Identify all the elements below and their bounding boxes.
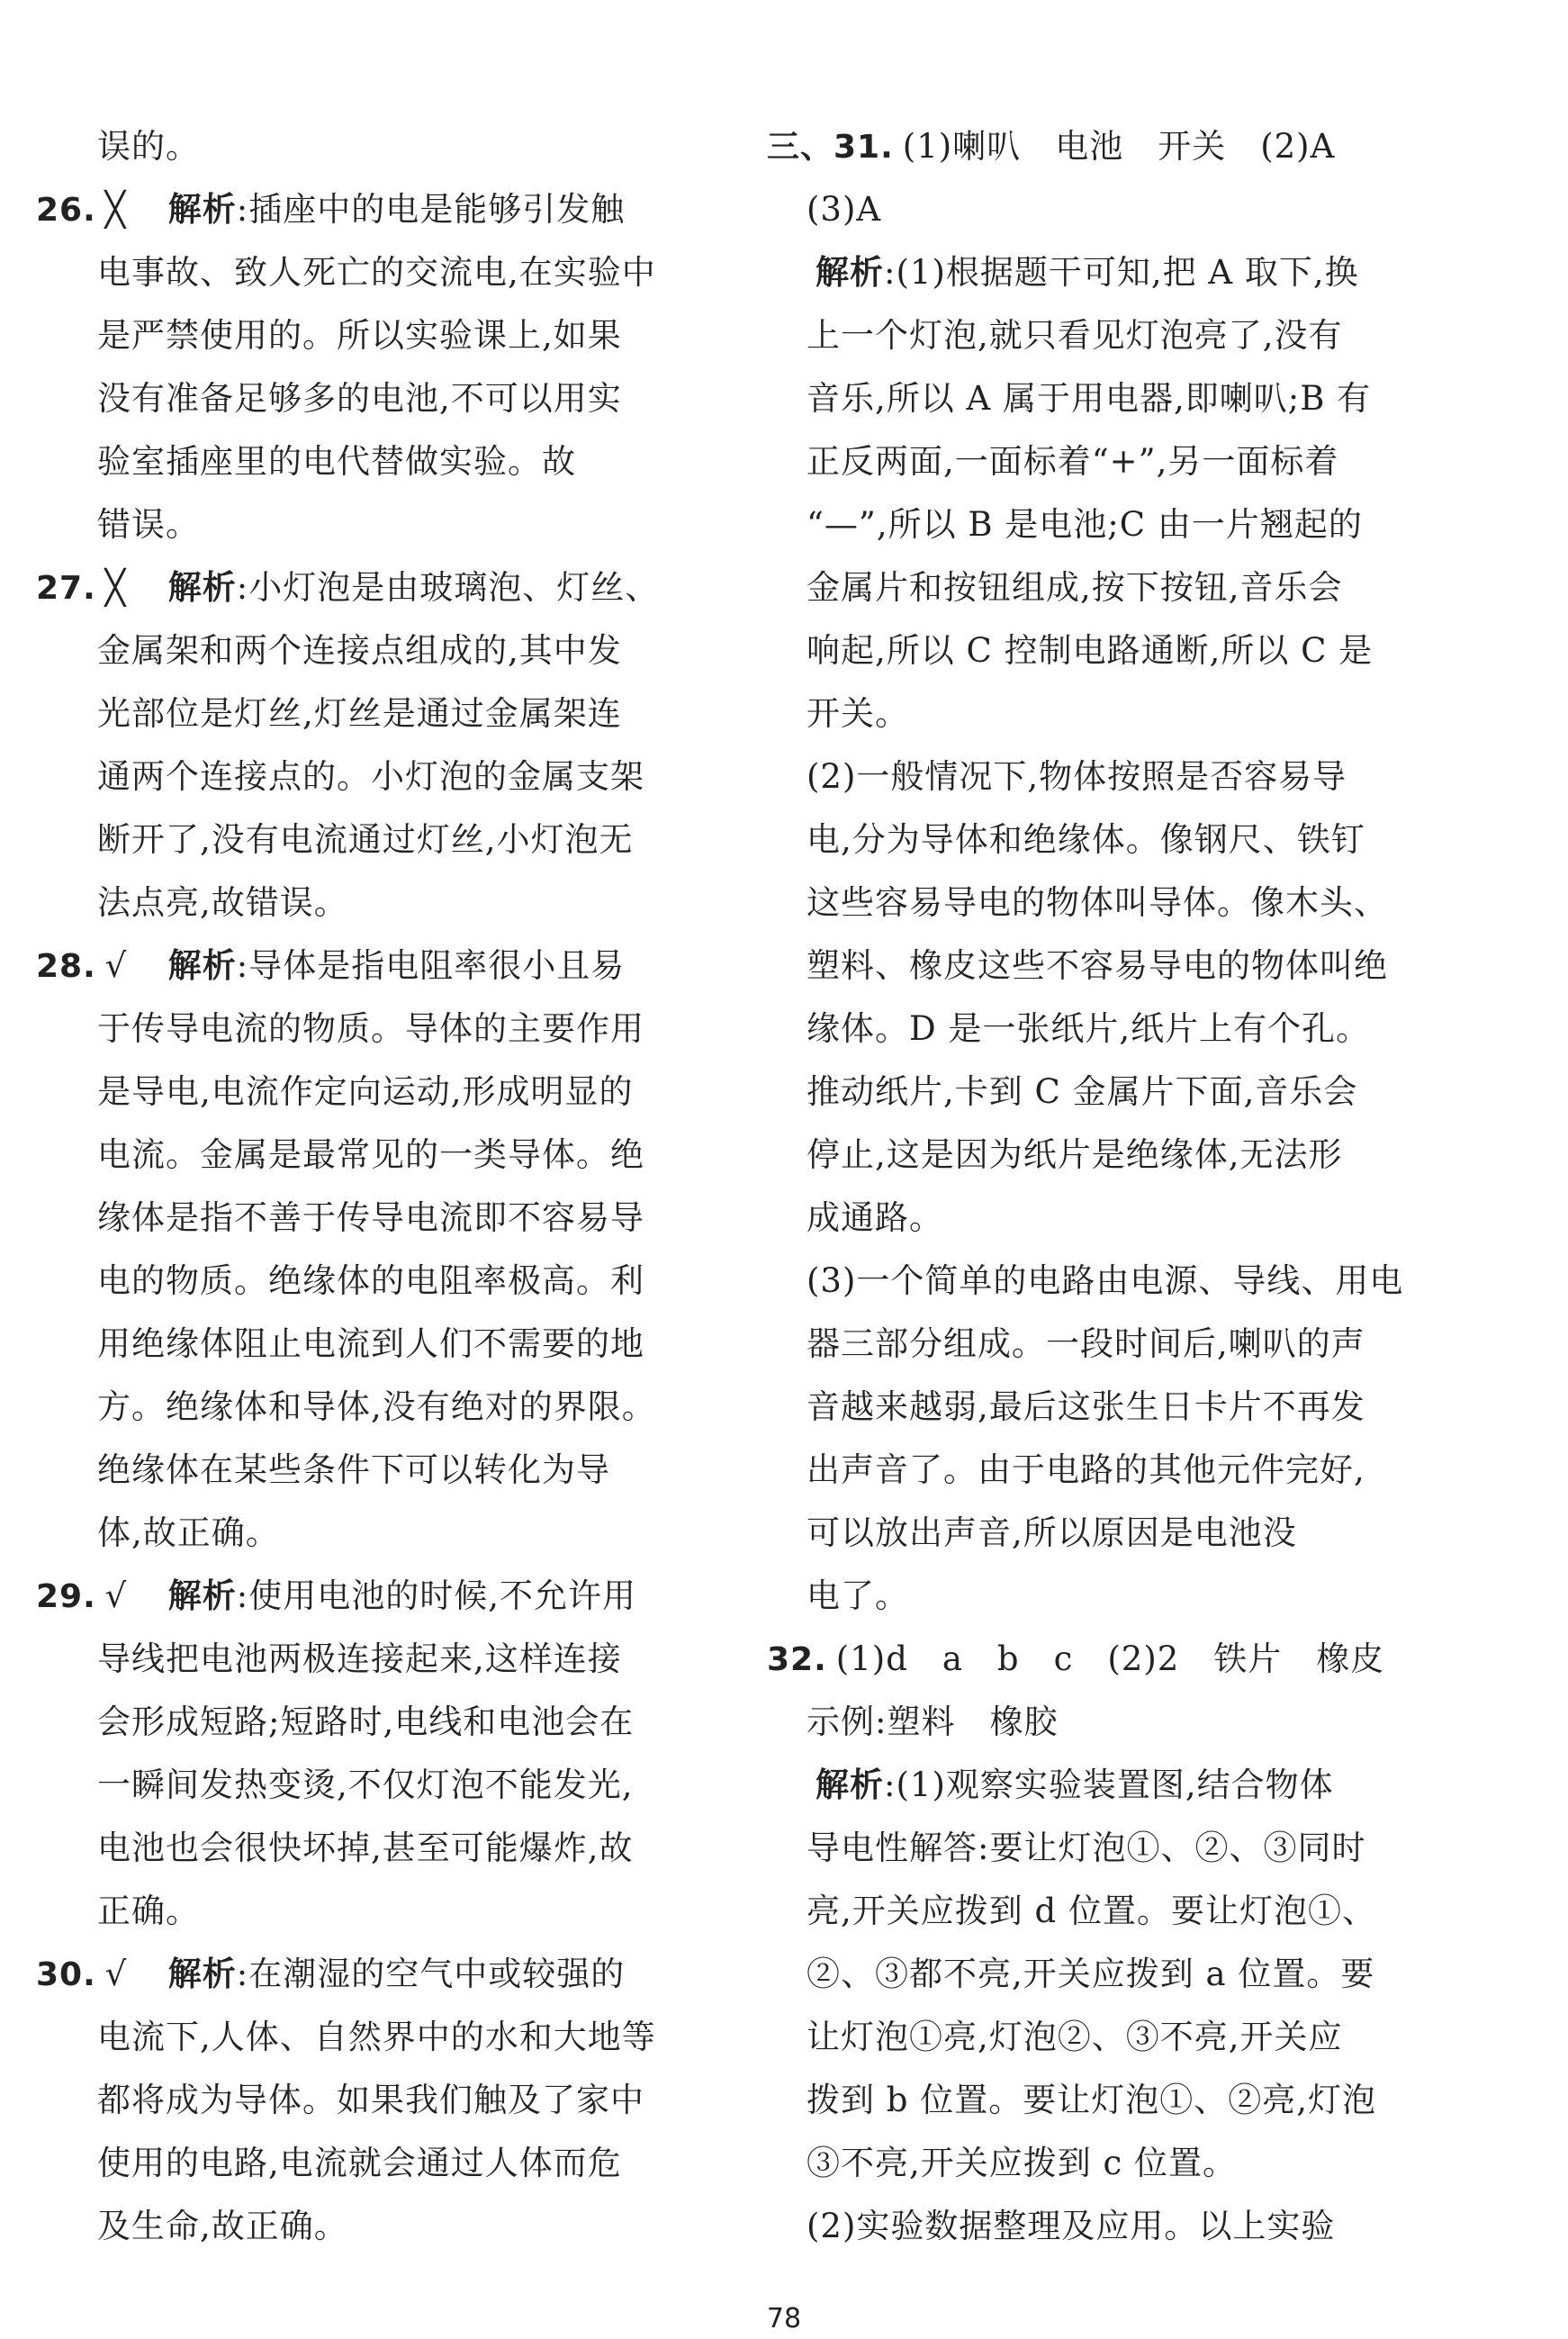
- analysis-label: 解析: [167, 1576, 237, 1615]
- analysis-line: 可以放出声音,所以原因是电池没: [807, 1513, 1297, 1552]
- analysis-line: 电的物质。绝缘体的电阻率极高。利: [97, 1261, 644, 1300]
- question-number: 27.: [36, 570, 96, 607]
- analysis-line: 用绝缘体阻止电流到人们不需要的地: [97, 1324, 644, 1363]
- question-head: [36, 1565, 727, 1628]
- analysis-line: 让灯泡①亮,灯泡②、③不亮,开关应: [807, 2018, 1343, 2056]
- analysis-line: 导电性解答:要让灯泡①、②、③同时: [807, 1829, 1366, 1867]
- analysis-text: :小灯泡是由玻璃泡、灯丝、: [236, 568, 660, 607]
- analysis-text: :在潮湿的空气中或较强的: [236, 1955, 626, 1993]
- analysis-head: [767, 1754, 1451, 1817]
- question-number: 29.: [36, 1578, 96, 1615]
- analysis-line: 会形成短路;短路时,电线和电池会在: [97, 1702, 635, 1741]
- analysis-line: 器三部分组成。一段时间后,喇叭的声: [807, 1324, 1365, 1363]
- answer-line: [767, 178, 1451, 241]
- question-head: [767, 1628, 1451, 1691]
- analysis-line: 上一个灯泡,就只看见灯泡亮了,没有: [807, 316, 1343, 355]
- answer-text: (1)d a b c (2)2 铁片 橡皮: [835, 1639, 1385, 1678]
- analysis-line: 一瞬间发热变烫,不仅灯泡不能发光,: [97, 1766, 634, 1804]
- analysis-line: 及生命,故正确。: [97, 2207, 348, 2245]
- question-head: [36, 935, 727, 998]
- judgement-mark: √: [104, 1955, 128, 1993]
- question-head: [36, 1943, 727, 2006]
- analysis-label: 解析: [167, 190, 237, 229]
- analysis-line: 绝缘体在某些条件下可以转化为导: [97, 1450, 610, 1489]
- question-number: 三、31.: [767, 129, 894, 166]
- analysis-line: 电流。金属是最常见的一类导体。绝: [97, 1135, 644, 1174]
- analysis-line: 电池也会很快坏掉,甚至可能爆炸,故: [97, 1829, 634, 1867]
- analysis-line: 法点亮,故错误。: [97, 883, 348, 922]
- analysis-line: 响起,所以 C 控制电路通断,所以 C 是: [807, 631, 1374, 670]
- analysis-line: 推动纸片,卡到 C 金属片下面,音乐会: [807, 1072, 1358, 1111]
- analysis-line: 是导电,电流作定向运动,形成明显的: [97, 1072, 634, 1111]
- question-number: 28.: [36, 948, 96, 985]
- analysis-line: ③不亮,开关应拨到 c 位置。: [807, 2144, 1238, 2182]
- analysis-line: 正确。: [97, 1892, 200, 1930]
- question-head: [36, 556, 727, 619]
- analysis-text: :(1)根据题干可知,把 A 取下,换: [884, 253, 1359, 292]
- analysis-line: 体,故正确。: [97, 1513, 280, 1552]
- analysis-line: 电了。: [807, 1576, 909, 1615]
- analysis-line: 电流下,人体、自然界中的水和大地等: [97, 2018, 656, 2056]
- analysis-line: 金属架和两个连接点组成的,其中发: [97, 631, 622, 670]
- analysis-head: [767, 241, 1451, 304]
- continued-text: 误的。: [97, 127, 200, 166]
- analysis-label: 解析: [167, 1955, 237, 1993]
- right-column: [767, 115, 1451, 2258]
- analysis-line: 都将成为导体。如果我们触及了家中: [97, 2081, 644, 2119]
- answer-text: (1)喇叭 电池 开关 (2)A: [902, 127, 1336, 166]
- analysis-line: 塑料、橡皮这些不容易导电的物体叫绝: [807, 946, 1388, 985]
- analysis-text: :使用电池的时候,不允许用: [236, 1576, 637, 1615]
- question-head: [36, 178, 727, 241]
- analysis-line: 开关。: [807, 694, 909, 733]
- analysis-line: 验室插座里的电代替做实验。故: [97, 442, 576, 481]
- analysis-line: 正反两面,一面标着“+”,另一面标着: [807, 442, 1339, 481]
- judgement-mark: ╳: [104, 568, 127, 607]
- analysis-line: (2)实验数据整理及应用。以上实验: [807, 2207, 1336, 2245]
- judgement-mark: √: [104, 1576, 128, 1615]
- analysis-line: ②、③都不亮,开关应拨到 a 位置。要: [807, 1955, 1375, 1993]
- question-number: 30.: [36, 1956, 96, 1993]
- question-number: 26.: [36, 192, 96, 229]
- analysis-line: 导线把电池两极连接起来,这样连接: [97, 1639, 622, 1678]
- answer-line: [767, 1691, 1451, 1754]
- analysis-line: 于传导电流的物质。导体的主要作用: [97, 1009, 644, 1048]
- analysis-line: 缘体。D 是一张纸片,纸片上有个孔。: [807, 1009, 1371, 1048]
- left-column: [36, 115, 727, 2258]
- analysis-line: 这些容易导电的物体叫导体。像木头、: [807, 883, 1388, 922]
- analysis-line: 通两个连接点的。小灯泡的金属支架: [97, 757, 644, 796]
- judgement-mark: √: [104, 946, 128, 985]
- question-head: [767, 115, 1451, 178]
- analysis-label: 解析: [816, 1766, 884, 1804]
- analysis-line: 没有准备足够多的电池,不可以用实: [97, 379, 622, 418]
- analysis-label: 解析: [167, 946, 237, 985]
- analysis-line: 停止,这是因为纸片是绝缘体,无法形: [807, 1135, 1343, 1174]
- analysis-line: 错误。: [97, 505, 200, 544]
- analysis-text: :导体是指电阻率很小且易: [236, 946, 626, 985]
- analysis-label: 解析: [167, 568, 237, 607]
- analysis-line: “—”,所以 B 是电池;C 由一片翘起的: [807, 505, 1363, 544]
- analysis-line: 使用的电路,电流就会通过人体而危: [97, 2144, 622, 2182]
- analysis-line: 成通路。: [807, 1198, 943, 1237]
- analysis-text: :插座中的电是能够引发触: [236, 190, 626, 229]
- analysis-line: 音越来越弱,最后这张生日卡片不再发: [807, 1387, 1365, 1426]
- analysis-line: (2)一般情况下,物体按照是否容易导: [807, 757, 1347, 796]
- judgement-mark: ╳: [104, 190, 127, 229]
- answer-text: 示例:塑料 橡胶: [807, 1702, 1059, 1741]
- analysis-label: 解析: [816, 253, 884, 292]
- analysis-line: 拨到 b 位置。要让灯泡①、②亮,灯泡: [807, 2081, 1376, 2119]
- analysis-line: 亮,开关应拨到 d 位置。要让灯泡①、: [807, 1892, 1376, 1930]
- analysis-line: 是严禁使用的。所以实验课上,如果: [97, 316, 622, 355]
- analysis-line: 金属片和按钮组成,按下按钮,音乐会: [807, 568, 1343, 607]
- analysis-line: 电,分为导体和绝缘体。像钢尺、铁钉: [807, 820, 1365, 859]
- page-number: 78: [766, 2303, 802, 2334]
- analysis-text: :(1)观察实验装置图,结合物体: [884, 1766, 1334, 1804]
- analysis-line: 音乐,所以 A 属于用电器,即喇叭;B 有: [807, 379, 1372, 418]
- analysis-line: 方。绝缘体和导体,没有绝对的界限。: [97, 1387, 656, 1426]
- analysis-line: (3)一个简单的电路由电源、导线、用电: [807, 1261, 1404, 1300]
- analysis-line: 缘体是指不善于传导电流即不容易导: [97, 1198, 644, 1237]
- analysis-line: 出声音了。由于电路的其他元件完好,: [807, 1450, 1365, 1489]
- analysis-line: 电事故、致人死亡的交流电,在实验中: [97, 253, 656, 292]
- answer-text: (3)A: [807, 190, 882, 229]
- question-number: 32.: [767, 1641, 827, 1678]
- analysis-line: 光部位是灯丝,灯丝是通过金属架连: [97, 694, 622, 733]
- analysis-line: 断开了,没有电流通过灯丝,小灯泡无: [97, 820, 634, 859]
